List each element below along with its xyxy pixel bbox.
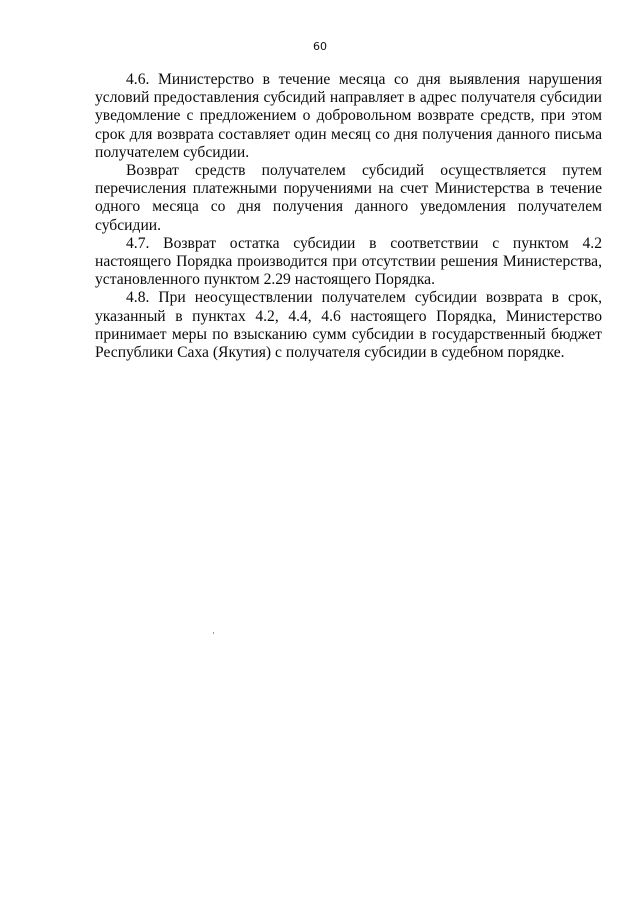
paragraph-4-8: 4.8. При неосуществлении получателем субсидии возврата в срок, указанный в пунктах 4.2, 4.4, 4.6 настоящего Порядка, Министерство принимает меры по взысканию сумм субсидии в государственный бюджет Республики Саха (Якутия) с получателя субсидии в судебном порядке. xyxy=(95,289,602,362)
paragraph-4-6-return-terms: Возврат средств получателем субсидий осуществляется путем перечисления платежными поручениями на счет Министерства в течение одного месяца со дня получения данного уведомления получателем субсидии. xyxy=(95,162,602,234)
scan-speck xyxy=(213,632,214,634)
document-body xyxy=(95,71,602,362)
paragraph-4-7: 4.7. Возврат остатка субсидии в соответствии с пунктом 4.2 настоящего Порядка производится при отсутствии решения Министерства, установленного пунктом 2.29 настоящего Порядка. xyxy=(95,234,602,289)
page-number: 60 xyxy=(313,40,327,53)
paragraph-4-6: 4.6. Министерство в течение месяца со дня выявления нарушения условий предоставления субсидий направляет в адрес получателя субсидии уведомление с предложением о добровольном возврате средств, при этом срок для возврата составляет один месяц со дня получения данного письма получателем субсидии. xyxy=(95,71,602,161)
